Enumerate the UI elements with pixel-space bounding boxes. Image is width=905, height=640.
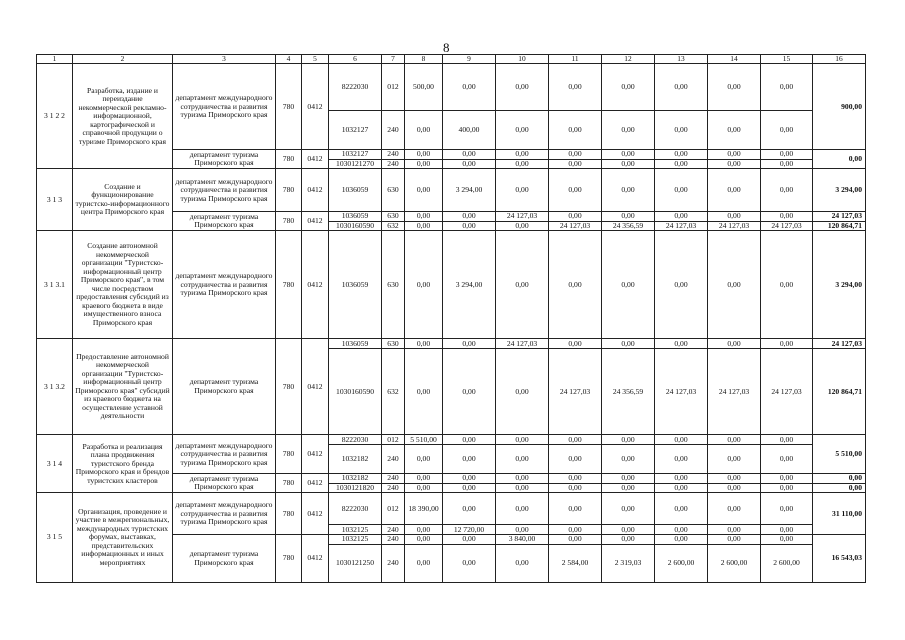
value-cell: 24 127,03: [496, 339, 549, 349]
department: департамент международного сотрудничества и развития туризма Приморского края: [173, 64, 276, 150]
value-cell: 0,00: [549, 493, 602, 525]
value-cell: 0,00: [443, 493, 496, 525]
rzpr-code: 0412: [302, 212, 329, 231]
grbs-code: 780: [276, 231, 302, 339]
value-cell: 0,00: [496, 445, 549, 474]
value-cell: 8222030: [329, 435, 382, 445]
value-cell: 1030121250: [329, 544, 382, 582]
rzpr-code: 0412: [302, 64, 329, 150]
rzpr-code: 0412: [302, 435, 329, 474]
value-cell: 24 356,59: [602, 221, 655, 231]
value-cell: 0,00: [708, 535, 761, 545]
value-cell: 1030160590: [329, 221, 382, 231]
value-cell: 0,00: [761, 493, 813, 525]
total-cell: 24 127,03: [813, 339, 866, 349]
value-cell: 0,00: [602, 474, 655, 484]
value-cell: 0,00: [602, 212, 655, 222]
grbs-code: 780: [276, 150, 302, 169]
value-cell: 0,00: [761, 150, 813, 160]
value-cell: 3 294,00: [443, 169, 496, 212]
value-cell: 24 127,03: [655, 349, 708, 435]
value-cell: 0,00: [549, 159, 602, 169]
value-cell: 0,00: [708, 231, 761, 339]
total-cell: 0,00: [813, 150, 866, 169]
grbs-code: 780: [276, 493, 302, 535]
value-cell: 240: [382, 159, 405, 169]
value-cell: 0,00: [708, 111, 761, 150]
value-cell: 0,00: [549, 339, 602, 349]
column-header: 15: [761, 55, 813, 64]
column-header: 6: [329, 55, 382, 64]
value-cell: 0,00: [708, 159, 761, 169]
value-cell: 0,00: [549, 535, 602, 545]
value-cell: 0,00: [443, 474, 496, 484]
department: департамент туризма Приморского края: [173, 474, 276, 493]
value-cell: 0,00: [655, 231, 708, 339]
value-cell: 0,00: [405, 445, 443, 474]
value-cell: 24 127,03: [708, 349, 761, 435]
column-header: 7: [382, 55, 405, 64]
value-cell: 2 600,00: [761, 544, 813, 582]
value-cell: 3 294,00: [443, 231, 496, 339]
value-cell: 0,00: [761, 111, 813, 150]
value-cell: 0,00: [602, 64, 655, 111]
value-cell: 0,00: [655, 159, 708, 169]
value-cell: 0,00: [655, 339, 708, 349]
value-cell: 630: [382, 169, 405, 212]
value-cell: 0,00: [405, 231, 443, 339]
value-cell: 0,00: [708, 445, 761, 474]
value-cell: 0,00: [761, 231, 813, 339]
value-cell: 0,00: [761, 474, 813, 484]
value-cell: 0,00: [655, 435, 708, 445]
total-cell: 31 110,00: [813, 493, 866, 535]
value-cell: 0,00: [708, 435, 761, 445]
grbs-code: 780: [276, 435, 302, 474]
rzpr-code: 0412: [302, 169, 329, 212]
value-cell: 12 720,00: [443, 525, 496, 535]
value-cell: 0,00: [405, 221, 443, 231]
item-name: Разработка и реализация плана продвижения туристского бренда Приморского края и брендов туристских кластеров: [73, 435, 173, 493]
value-cell: 8222030: [329, 64, 382, 111]
value-cell: 0,00: [549, 231, 602, 339]
table-row: [37, 493, 866, 525]
value-cell: 3 840,00: [496, 535, 549, 545]
grbs-code: 780: [276, 64, 302, 150]
value-cell: 2 584,00: [549, 544, 602, 582]
value-cell: 0,00: [405, 474, 443, 484]
value-cell: 0,00: [708, 150, 761, 160]
value-cell: 240: [382, 445, 405, 474]
value-cell: 0,00: [496, 483, 549, 493]
rzpr-code: 0412: [302, 150, 329, 169]
value-cell: 24 127,03: [496, 212, 549, 222]
column-header: 1: [37, 55, 73, 64]
column-header: 9: [443, 55, 496, 64]
value-cell: 0,00: [655, 535, 708, 545]
rzpr-code: 0412: [302, 535, 329, 583]
value-cell: 0,00: [405, 150, 443, 160]
value-cell: 0,00: [655, 474, 708, 484]
rzpr-code: 0412: [302, 493, 329, 535]
value-cell: 500,00: [405, 64, 443, 111]
total-cell: 16 543,03: [813, 535, 866, 583]
value-cell: 0,00: [655, 111, 708, 150]
value-cell: 0,00: [602, 150, 655, 160]
grbs-code: 780: [276, 474, 302, 493]
column-header: 3: [173, 55, 276, 64]
item-name: Создание и функционирование туристско-информационного центра Приморского края: [73, 169, 173, 231]
value-cell: 1032182: [329, 474, 382, 484]
value-cell: 24 127,03: [708, 221, 761, 231]
total-cell: 3 294,00: [813, 231, 866, 339]
value-cell: 0,00: [708, 525, 761, 535]
value-cell: 0,00: [496, 111, 549, 150]
value-cell: 0,00: [708, 169, 761, 212]
value-cell: 1032125: [329, 535, 382, 545]
item-number: 3 1 3.2: [37, 339, 73, 435]
value-cell: 0,00: [496, 150, 549, 160]
value-cell: 0,00: [405, 169, 443, 212]
value-cell: 0,00: [496, 349, 549, 435]
value-cell: 0,00: [655, 525, 708, 535]
total-cell: 900,00: [813, 64, 866, 150]
department: департамент туризма Приморского края: [173, 339, 276, 435]
value-cell: 0,00: [602, 339, 655, 349]
total-cell: 3 294,00: [813, 169, 866, 212]
value-cell: 0,00: [496, 231, 549, 339]
value-cell: 0,00: [549, 111, 602, 150]
value-cell: 632: [382, 221, 405, 231]
column-header: 2: [73, 55, 173, 64]
column-header: 11: [549, 55, 602, 64]
page-number: 8: [443, 40, 450, 55]
column-header: 10: [496, 55, 549, 64]
value-cell: 630: [382, 339, 405, 349]
value-cell: 5 510,00: [405, 435, 443, 445]
item-number: 3 1 5: [37, 493, 73, 583]
value-cell: 240: [382, 525, 405, 535]
value-cell: 0,00: [708, 474, 761, 484]
value-cell: 0,00: [496, 435, 549, 445]
value-cell: 0,00: [496, 221, 549, 231]
value-cell: 0,00: [405, 525, 443, 535]
value-cell: 1032182: [329, 445, 382, 474]
item-name: Организация, проведение и участие в межрегиональных, международных туристских форумах, выставках, представительских информационных и иных мероприятиях: [73, 493, 173, 583]
value-cell: 0,00: [549, 64, 602, 111]
value-cell: 1032125: [329, 525, 382, 535]
value-cell: 012: [382, 64, 405, 111]
value-cell: 0,00: [761, 435, 813, 445]
value-cell: 0,00: [708, 483, 761, 493]
department: департамент туризма Приморского края: [173, 150, 276, 169]
department: департамент международного сотрудничества и развития туризма Приморского края: [173, 231, 276, 339]
value-cell: 0,00: [496, 493, 549, 525]
department: департамент международного сотрудничества и развития туризма Приморского края: [173, 435, 276, 474]
table-row: [37, 64, 866, 111]
value-cell: 24 127,03: [655, 221, 708, 231]
value-cell: 0,00: [443, 544, 496, 582]
item-number: 3 1 2 2: [37, 64, 73, 169]
department: департамент туризма Приморского края: [173, 535, 276, 583]
value-cell: 1030121270: [329, 159, 382, 169]
value-cell: 240: [382, 150, 405, 160]
value-cell: 1032127: [329, 111, 382, 150]
value-cell: 0,00: [496, 474, 549, 484]
column-header: 12: [602, 55, 655, 64]
value-cell: 0,00: [496, 64, 549, 111]
value-cell: 1036059: [329, 231, 382, 339]
value-cell: 0,00: [405, 339, 443, 349]
value-cell: 012: [382, 435, 405, 445]
value-cell: 240: [382, 535, 405, 545]
value-cell: 0,00: [443, 212, 496, 222]
value-cell: 0,00: [443, 221, 496, 231]
column-header: 14: [708, 55, 761, 64]
total-cell: 120 864,71: [813, 221, 866, 231]
item-number: 3 1 4: [37, 435, 73, 493]
value-cell: 0,00: [443, 64, 496, 111]
value-cell: 0,00: [443, 483, 496, 493]
value-cell: 1036059: [329, 169, 382, 212]
table-row: [37, 55, 866, 64]
value-cell: 0,00: [405, 349, 443, 435]
value-cell: 0,00: [405, 159, 443, 169]
value-cell: 0,00: [761, 483, 813, 493]
table-row: [37, 435, 866, 445]
total-cell: 5 510,00: [813, 435, 866, 474]
value-cell: 632: [382, 349, 405, 435]
column-header: 5: [302, 55, 329, 64]
value-cell: 8222030: [329, 493, 382, 525]
budget-table: [36, 54, 866, 583]
value-cell: 0,00: [655, 445, 708, 474]
total-cell: 24 127,03: [813, 212, 866, 222]
value-cell: 012: [382, 493, 405, 525]
value-cell: 1030160590: [329, 349, 382, 435]
total-cell: 0,00: [813, 483, 866, 493]
total-cell: 120 864,71: [813, 349, 866, 435]
value-cell: 24 127,03: [761, 349, 813, 435]
column-header: 13: [655, 55, 708, 64]
table-row: [37, 231, 866, 339]
value-cell: 0,00: [708, 64, 761, 111]
value-cell: 1036059: [329, 212, 382, 222]
value-cell: 0,00: [761, 212, 813, 222]
value-cell: 0,00: [496, 159, 549, 169]
value-cell: 0,00: [602, 169, 655, 212]
value-cell: 1032127: [329, 150, 382, 160]
value-cell: 0,00: [655, 150, 708, 160]
value-cell: 0,00: [602, 435, 655, 445]
department: департамент международного сотрудничества и развития туризма Приморского края: [173, 493, 276, 535]
value-cell: 0,00: [549, 169, 602, 212]
value-cell: 0,00: [761, 445, 813, 474]
column-header: 8: [405, 55, 443, 64]
item-name: Разработка, издание и переиздание некоммерческой рекламно-информационной, картографической и справочной продукции о туризме Приморского края: [73, 64, 173, 169]
value-cell: 0,00: [496, 544, 549, 582]
value-cell: 0,00: [761, 535, 813, 545]
table-row: [37, 339, 866, 349]
value-cell: 0,00: [549, 435, 602, 445]
value-cell: 0,00: [602, 159, 655, 169]
value-cell: 24 356,59: [602, 349, 655, 435]
item-name: Создание автономной некоммерческой организации "Туристско-информационный центр Приморского края", в том числе посредством предоставления субсидий из краевого бюджета в виде имущественного взноса Приморского края: [73, 231, 173, 339]
value-cell: 0,00: [655, 212, 708, 222]
value-cell: 0,00: [708, 339, 761, 349]
value-cell: 240: [382, 544, 405, 582]
value-cell: 1030121820: [329, 483, 382, 493]
value-cell: 0,00: [761, 64, 813, 111]
rzpr-code: 0412: [302, 474, 329, 493]
value-cell: 0,00: [443, 349, 496, 435]
value-cell: 0,00: [602, 535, 655, 545]
value-cell: 2 600,00: [655, 544, 708, 582]
value-cell: 0,00: [761, 159, 813, 169]
value-cell: 0,00: [405, 535, 443, 545]
department: департамент туризма Приморского края: [173, 212, 276, 231]
value-cell: 400,00: [443, 111, 496, 150]
item-number: 3 1 3.1: [37, 231, 73, 339]
value-cell: 0,00: [496, 169, 549, 212]
value-cell: 0,00: [602, 231, 655, 339]
value-cell: 1036059: [329, 339, 382, 349]
value-cell: 0,00: [549, 212, 602, 222]
item-name: Предоставление автономной некоммерческой организации "Туристско-информационный центр Приморского края" субсидий из краевого бюджета на осуществление уставной деятельности: [73, 339, 173, 435]
value-cell: 0,00: [549, 483, 602, 493]
value-cell: 0,00: [549, 445, 602, 474]
value-cell: 240: [382, 111, 405, 150]
value-cell: 0,00: [602, 111, 655, 150]
value-cell: 2 319,03: [602, 544, 655, 582]
value-cell: 0,00: [602, 445, 655, 474]
item-number: 3 1 3: [37, 169, 73, 231]
rzpr-code: 0412: [302, 339, 329, 435]
value-cell: 0,00: [443, 435, 496, 445]
value-cell: 630: [382, 231, 405, 339]
value-cell: 0,00: [602, 493, 655, 525]
value-cell: 0,00: [405, 212, 443, 222]
value-cell: 24 127,03: [549, 349, 602, 435]
value-cell: 0,00: [549, 525, 602, 535]
value-cell: 0,00: [708, 493, 761, 525]
value-cell: 240: [382, 474, 405, 484]
total-cell: 0,00: [813, 474, 866, 484]
value-cell: 0,00: [549, 474, 602, 484]
value-cell: 0,00: [405, 111, 443, 150]
value-cell: 0,00: [405, 483, 443, 493]
value-cell: 0,00: [443, 445, 496, 474]
value-cell: 0,00: [602, 525, 655, 535]
value-cell: 0,00: [443, 150, 496, 160]
column-header: 4: [276, 55, 302, 64]
value-cell: 0,00: [602, 483, 655, 493]
grbs-code: 780: [276, 212, 302, 231]
value-cell: 0,00: [549, 150, 602, 160]
value-cell: 0,00: [655, 483, 708, 493]
table-row: [37, 169, 866, 212]
value-cell: 0,00: [496, 525, 549, 535]
grbs-code: 780: [276, 169, 302, 212]
department: департамент международного сотрудничества и развития туризма Приморского края: [173, 169, 276, 212]
value-cell: 0,00: [708, 212, 761, 222]
value-cell: 0,00: [761, 169, 813, 212]
value-cell: 0,00: [655, 169, 708, 212]
value-cell: 630: [382, 212, 405, 222]
rzpr-code: 0412: [302, 231, 329, 339]
grbs-code: 780: [276, 339, 302, 435]
column-header: 16: [813, 55, 866, 64]
value-cell: 240: [382, 483, 405, 493]
value-cell: 0,00: [443, 339, 496, 349]
value-cell: 2 600,00: [708, 544, 761, 582]
value-cell: 0,00: [443, 535, 496, 545]
value-cell: 0,00: [655, 493, 708, 525]
value-cell: 18 390,00: [405, 493, 443, 525]
value-cell: 0,00: [761, 339, 813, 349]
value-cell: 0,00: [761, 525, 813, 535]
value-cell: 0,00: [405, 544, 443, 582]
value-cell: 0,00: [443, 159, 496, 169]
grbs-code: 780: [276, 535, 302, 583]
value-cell: 24 127,03: [761, 221, 813, 231]
value-cell: 0,00: [655, 64, 708, 111]
value-cell: 24 127,03: [549, 221, 602, 231]
